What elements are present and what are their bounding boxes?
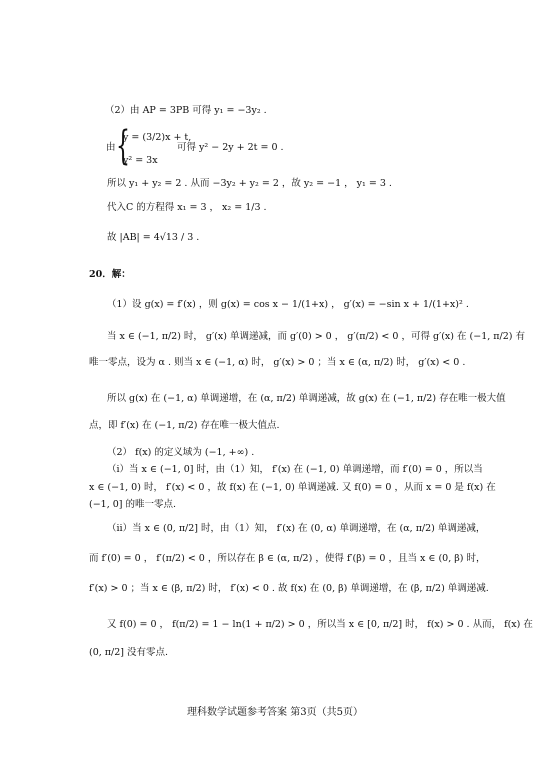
text-line: y² = 3x <box>123 155 158 166</box>
text-line: 又 f(0) = 0 ， f(π/2) = 1 − ln(1 + π/2) > 0 ，所以当 x ∈ [0, π/2] 时， f(x) > 0 . 从而， f(x) 在 <box>107 619 533 630</box>
system-brace: { <box>116 123 130 169</box>
text-line: 由 <box>106 142 116 153</box>
text-line: f′(x) > 0 ；当 x ∈ (β, π/2) 时， f′(x) < 0 . 故 f(x) 在 (0, β) 单调递增，在 (β, π/2) 单调递减. <box>89 583 489 594</box>
problem-heading: 20．解： <box>89 269 131 280</box>
text-line: 可得 y² − 2y + 2t = 0 . <box>177 142 284 153</box>
text-line: 故 |AB| = 4√13 / 3 . <box>107 232 200 243</box>
text-line: (−1, 0] 的唯一零点. <box>89 499 177 510</box>
text-line: 而 f′(0) = 0 ， f′(π/2) < 0 ，所以存在 β ∈ (α, π/2) ，使得 f′(β) = 0 ，且当 x ∈ (0, β) 时， <box>89 553 486 564</box>
text-line: 代入C 的方程得 x₁ = 3 ， x₂ = 1/3 . <box>107 202 267 213</box>
text-line: x ∈ (−1, 0) 时， f′(x) < 0 ，故 f(x) 在 (−1, 0) 单调递减. 又 f(0) = 0 ，从而 x = 0 是 f(x) 在 <box>89 482 496 493</box>
text-line: (0, π/2] 没有零点. <box>89 647 169 658</box>
text-line: （2）由 AP = 3PB 可得 y₁ = −3y₂ . <box>105 105 267 116</box>
page-footer: 理科数学试题参考答案 第3页（共5页） <box>187 707 363 718</box>
text-line: 所以 y₁ + y₂ = 2 . 从而 −3y₂ + y₂ = 2 ，故 y₂ = −1 ， y₁ = 3 . <box>107 178 392 189</box>
text-line: 当 x ∈ (−1, π/2) 时， g′(x) 单调递减，而 g′(0) > 0 ， g′(π/2) < 0 ，可得 g′(x) 在 (−1, π/2) 有 <box>107 331 525 342</box>
text-line: 所以 g(x) 在 (−1, α) 单调递增，在 (α, π/2) 单调递减，故 g(x) 在 (−1, π/2) 存在唯一极大值 <box>107 393 506 404</box>
text-line: y = (3/2)x + t, <box>123 132 192 143</box>
text-line: （ⅱ）当 x ∈ (0, π/2] 时，由（1）知， f′(x) 在 (0, α) 单调递增，在 (α, π/2) 单调递减， <box>107 523 486 534</box>
text-line: 点，即 f′(x) 在 (−1, π/2) 存在唯一极大值点. <box>89 420 280 431</box>
text-line: （ⅰ）当 x ∈ (−1, 0] 时，由（1）知， f′(x) 在 (−1, 0) 单调递增，而 f′(0) = 0 ，所以当 <box>107 464 483 475</box>
text-line: 唯一零点，设为 α . 则当 x ∈ (−1, α) 时， g′(x) > 0 ；当 x ∈ (α, π/2) 时， g′(x) < 0 . <box>89 357 466 368</box>
text-line: （2） f(x) 的定义域为 (−1, +∞) . <box>107 447 255 458</box>
text-line: （1）设 g(x) = f′(x) ，则 g(x) = cos x − 1/(1+x) ， g′(x) = −sin x + 1/(1+x)² . <box>107 299 469 310</box>
